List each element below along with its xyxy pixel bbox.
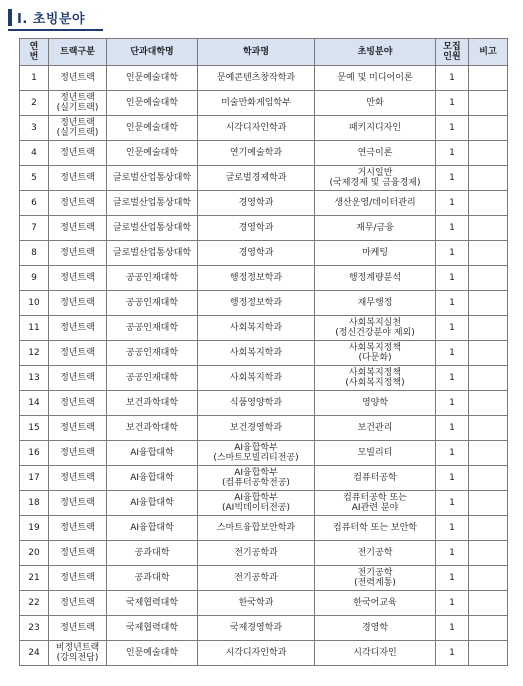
- cell-college: 공공인재대학: [107, 291, 198, 316]
- table-row: [20, 391, 508, 416]
- cell-college: 공공인재대학: [107, 366, 198, 391]
- cell-dept: AI융합학부 (AI빅데이터전공): [198, 491, 315, 516]
- cell-field: 생산운영/데이터관리: [315, 191, 436, 216]
- cell-track: 정년트랙: [49, 466, 107, 491]
- cell-count: 1: [436, 241, 469, 266]
- cell-dept: 경영학과: [198, 216, 315, 241]
- cell-no: 8: [20, 241, 49, 266]
- table-row: [20, 141, 508, 166]
- section-title: I. 초빙분야: [17, 11, 86, 27]
- cell-college: 공과대학: [107, 541, 198, 566]
- cell-track: 정년트랙: [49, 516, 107, 541]
- recruitment-table: [19, 38, 508, 666]
- cell-dept: 전기공학과: [198, 566, 315, 591]
- cell-college: 인문예술대학: [107, 141, 198, 166]
- header-field: 초빙분야: [315, 39, 436, 66]
- cell-count: 1: [436, 91, 469, 116]
- cell-dept: 스마트융합보안학과: [198, 516, 315, 541]
- cell-no: 11: [20, 316, 49, 341]
- cell-college: 글로벌산업통상대학: [107, 191, 198, 216]
- cell-note: [469, 66, 508, 91]
- cell-no: 20: [20, 541, 49, 566]
- cell-track: 정년트랙: [49, 291, 107, 316]
- cell-note: [469, 466, 508, 491]
- header-track: 트랙구분: [49, 39, 107, 66]
- table-row: [20, 66, 508, 91]
- table-row: [20, 291, 508, 316]
- cell-college: 인문예술대학: [107, 66, 198, 91]
- heading-underline: [8, 29, 103, 31]
- table-row: [20, 641, 508, 666]
- cell-field: 거시일반 (국제경제 및 금융경제): [315, 166, 436, 191]
- cell-count: 1: [436, 616, 469, 641]
- cell-count: 1: [436, 466, 469, 491]
- table-row: [20, 91, 508, 116]
- cell-note: [469, 566, 508, 591]
- header-count: 모집 인원: [436, 39, 469, 66]
- cell-no: 9: [20, 266, 49, 291]
- cell-count: 1: [436, 516, 469, 541]
- cell-track: 정년트랙: [49, 266, 107, 291]
- cell-note: [469, 141, 508, 166]
- cell-track: 정년트랙: [49, 591, 107, 616]
- cell-count: 1: [436, 541, 469, 566]
- cell-note: [469, 341, 508, 366]
- cell-no: 4: [20, 141, 49, 166]
- cell-no: 17: [20, 466, 49, 491]
- cell-count: 1: [436, 341, 469, 366]
- cell-college: 보건과학대학: [107, 416, 198, 441]
- cell-dept: 국제경영학과: [198, 616, 315, 641]
- cell-no: 10: [20, 291, 49, 316]
- cell-dept: 시각디자인학과: [198, 641, 315, 666]
- cell-note: [469, 641, 508, 666]
- cell-count: 1: [436, 391, 469, 416]
- cell-note: [469, 216, 508, 241]
- cell-track: 정년트랙: [49, 241, 107, 266]
- cell-college: 국제협력대학: [107, 616, 198, 641]
- cell-dept: 경영학과: [198, 241, 315, 266]
- cell-count: 1: [436, 191, 469, 216]
- cell-dept: 식품영양학과: [198, 391, 315, 416]
- cell-note: [469, 441, 508, 466]
- cell-dept: 경영학과: [198, 191, 315, 216]
- cell-field: 패키지디자인: [315, 116, 436, 141]
- cell-college: AI융합대학: [107, 441, 198, 466]
- table-row: [20, 366, 508, 391]
- cell-dept: 보건경영학과: [198, 416, 315, 441]
- cell-track: 비정년트랙 (강의전담): [49, 641, 107, 666]
- cell-college: 공공인재대학: [107, 316, 198, 341]
- cell-dept: 시각디자인학과: [198, 116, 315, 141]
- cell-note: [469, 266, 508, 291]
- header-row: [20, 39, 508, 66]
- cell-no: 7: [20, 216, 49, 241]
- cell-field: 사회복지정책 (사회복지정책): [315, 366, 436, 391]
- cell-no: 2: [20, 91, 49, 116]
- cell-field: 연극이론: [315, 141, 436, 166]
- header-note: 비고: [469, 39, 508, 66]
- cell-note: [469, 166, 508, 191]
- cell-dept: AI융합학부 (스마트모빌리티전공): [198, 441, 315, 466]
- table-row: [20, 591, 508, 616]
- cell-track: 정년트랙: [49, 66, 107, 91]
- cell-field: 시각디자인: [315, 641, 436, 666]
- cell-college: 공공인재대학: [107, 266, 198, 291]
- cell-field: 컴퓨터공학: [315, 466, 436, 491]
- cell-no: 16: [20, 441, 49, 466]
- cell-note: [469, 591, 508, 616]
- cell-note: [469, 91, 508, 116]
- header-no: 연 번: [20, 39, 49, 66]
- cell-college: 보건과학대학: [107, 391, 198, 416]
- cell-note: [469, 541, 508, 566]
- cell-note: [469, 416, 508, 441]
- cell-track: 정년트랙: [49, 566, 107, 591]
- cell-track: 정년트랙: [49, 141, 107, 166]
- cell-college: 공공인재대학: [107, 341, 198, 366]
- cell-college: 인문예술대학: [107, 641, 198, 666]
- cell-dept: AI융합학부 (컴퓨터공학전공): [198, 466, 315, 491]
- cell-count: 1: [436, 491, 469, 516]
- cell-count: 1: [436, 66, 469, 91]
- cell-college: 인문예술대학: [107, 91, 198, 116]
- cell-no: 1: [20, 66, 49, 91]
- cell-note: [469, 616, 508, 641]
- section-heading: [8, 6, 85, 28]
- cell-field: 재무/금융: [315, 216, 436, 241]
- cell-no: 24: [20, 641, 49, 666]
- cell-count: 1: [436, 366, 469, 391]
- cell-no: 14: [20, 391, 49, 416]
- table-row: [20, 541, 508, 566]
- cell-field: 한국어교육: [315, 591, 436, 616]
- cell-dept: 미술만화게임학부: [198, 91, 315, 116]
- cell-track: 정년트랙: [49, 166, 107, 191]
- cell-note: [469, 391, 508, 416]
- cell-note: [469, 366, 508, 391]
- cell-track: 정년트랙: [49, 341, 107, 366]
- cell-track: 정년트랙: [49, 416, 107, 441]
- cell-count: 1: [436, 416, 469, 441]
- cell-count: 1: [436, 591, 469, 616]
- cell-field: 문예 및 미디어이론: [315, 66, 436, 91]
- cell-college: 글로벌산업통상대학: [107, 166, 198, 191]
- cell-field: 마케팅: [315, 241, 436, 266]
- cell-dept: 행정정보학과: [198, 266, 315, 291]
- cell-field: 만화: [315, 91, 436, 116]
- cell-track: 정년트랙: [49, 441, 107, 466]
- cell-field: 사회복지정책 (다문화): [315, 341, 436, 366]
- cell-note: [469, 516, 508, 541]
- cell-count: 1: [436, 166, 469, 191]
- cell-track: 정년트랙 (실기트랙): [49, 116, 107, 141]
- cell-no: 3: [20, 116, 49, 141]
- cell-count: 1: [436, 641, 469, 666]
- cell-field: 모빌리티: [315, 441, 436, 466]
- cell-dept: 한국학과: [198, 591, 315, 616]
- table-row: [20, 341, 508, 366]
- cell-field: 컴퓨터학 또는 보안학: [315, 516, 436, 541]
- cell-college: 글로벌산업통상대학: [107, 216, 198, 241]
- cell-no: 22: [20, 591, 49, 616]
- cell-note: [469, 116, 508, 141]
- cell-no: 19: [20, 516, 49, 541]
- table-row: [20, 216, 508, 241]
- cell-note: [469, 316, 508, 341]
- cell-count: 1: [436, 266, 469, 291]
- table-row: [20, 116, 508, 141]
- cell-track: 정년트랙: [49, 191, 107, 216]
- cell-college: AI융합대학: [107, 516, 198, 541]
- cell-track: 정년트랙: [49, 366, 107, 391]
- table-row: [20, 266, 508, 291]
- cell-track: 정년트랙: [49, 541, 107, 566]
- cell-no: 13: [20, 366, 49, 391]
- table-row: [20, 416, 508, 441]
- cell-count: 1: [436, 116, 469, 141]
- table-row: [20, 191, 508, 216]
- table-row: [20, 491, 508, 516]
- cell-field: 행정계량분석: [315, 266, 436, 291]
- cell-college: 인문예술대학: [107, 116, 198, 141]
- cell-no: 21: [20, 566, 49, 591]
- cell-track: 정년트랙: [49, 316, 107, 341]
- cell-count: 1: [436, 216, 469, 241]
- cell-field: 전기공학: [315, 541, 436, 566]
- cell-no: 12: [20, 341, 49, 366]
- cell-dept: 전기공학과: [198, 541, 315, 566]
- cell-count: 1: [436, 141, 469, 166]
- cell-no: 18: [20, 491, 49, 516]
- table-row: [20, 166, 508, 191]
- cell-count: 1: [436, 566, 469, 591]
- table-row: [20, 516, 508, 541]
- cell-note: [469, 241, 508, 266]
- cell-dept: 사회복지학과: [198, 341, 315, 366]
- cell-field: 영양학: [315, 391, 436, 416]
- table-row: [20, 241, 508, 266]
- cell-dept: 사회복지학과: [198, 316, 315, 341]
- cell-college: 국제협력대학: [107, 591, 198, 616]
- cell-no: 5: [20, 166, 49, 191]
- table-row: [20, 316, 508, 341]
- cell-college: 글로벌산업통상대학: [107, 241, 198, 266]
- cell-college: AI융합대학: [107, 491, 198, 516]
- cell-dept: 글로벌경제학과: [198, 166, 315, 191]
- cell-note: [469, 491, 508, 516]
- cell-field: 컴퓨터공학 또는 AI관련 분야: [315, 491, 436, 516]
- cell-field: 사회복지실천 (정신건강분야 제외): [315, 316, 436, 341]
- cell-track: 정년트랙: [49, 391, 107, 416]
- cell-count: 1: [436, 291, 469, 316]
- cell-note: [469, 291, 508, 316]
- heading-marker: [8, 9, 12, 26]
- header-college: 단과대학명: [107, 39, 198, 66]
- cell-field: 경영학: [315, 616, 436, 641]
- cell-dept: 문예콘텐츠창작학과: [198, 66, 315, 91]
- cell-count: 1: [436, 441, 469, 466]
- cell-no: 23: [20, 616, 49, 641]
- cell-track: 정년트랙: [49, 216, 107, 241]
- cell-track: 정년트랙 (실기트랙): [49, 91, 107, 116]
- cell-dept: 행정정보학과: [198, 291, 315, 316]
- cell-note: [469, 191, 508, 216]
- cell-field: 전기공학 (전력계통): [315, 566, 436, 591]
- cell-no: 6: [20, 191, 49, 216]
- cell-college: AI융합대학: [107, 466, 198, 491]
- header-dept: 학과명: [198, 39, 315, 66]
- cell-count: 1: [436, 316, 469, 341]
- cell-field: 보건관리: [315, 416, 436, 441]
- table-row: [20, 466, 508, 491]
- cell-college: 공과대학: [107, 566, 198, 591]
- cell-track: 정년트랙: [49, 616, 107, 641]
- cell-field: 재무행정: [315, 291, 436, 316]
- cell-dept: 사회복지학과: [198, 366, 315, 391]
- cell-no: 15: [20, 416, 49, 441]
- table-row: [20, 616, 508, 641]
- table-row: [20, 441, 508, 466]
- table-row: [20, 566, 508, 591]
- cell-dept: 연기예술학과: [198, 141, 315, 166]
- cell-track: 정년트랙: [49, 491, 107, 516]
